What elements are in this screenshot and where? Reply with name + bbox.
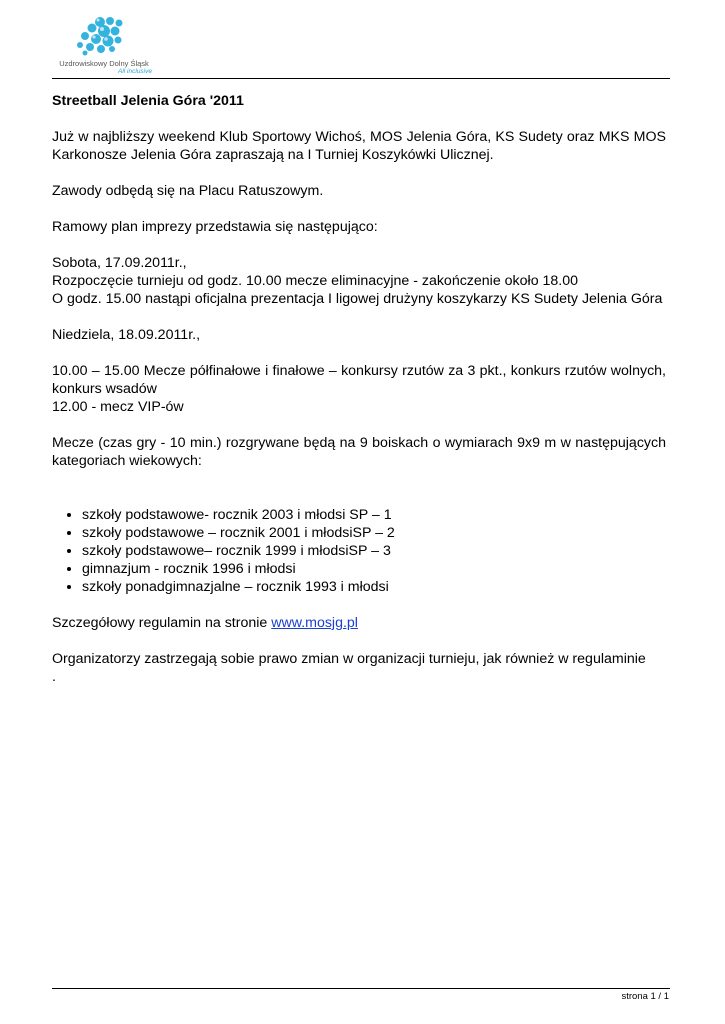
sunday-vip-match: 12.00 - mecz VIP-ów xyxy=(52,399,184,415)
rules-paragraph xyxy=(52,614,666,632)
page-number: strona 1 / 1 xyxy=(621,991,669,1002)
list-item: • szkoły podstawowe- rocznik 2003 i młodsi SP – 1 xyxy=(82,506,666,524)
site-logo xyxy=(52,16,156,78)
logo-tagline: All inclusive xyxy=(118,68,152,75)
matches-paragraph: Mecze (czas gry - 10 min.) rozgrywane będą na 9 boiskach o wymiarach 9x9 m w następujących kategoriach wiekowych: xyxy=(52,435,666,469)
rules-link[interactable]: www.mosjg.pl xyxy=(271,615,358,631)
rules-text: Szczegółowy regulamin na stronie xyxy=(52,615,272,631)
list-item: • gimnazjum - rocznik 1996 i młodsi xyxy=(82,560,666,578)
spacer xyxy=(52,470,666,488)
list-item: • szkoły ponadgimnazjalne – rocznik 1993 i młodsi xyxy=(82,578,666,596)
logo-text: Uzdrowiskowy Dolny Śląsk xyxy=(59,59,149,68)
disclaimer-end: . xyxy=(52,669,56,685)
article-body xyxy=(52,92,666,686)
saturday-presentation: O godz. 15.00 nastąpi oficjalna prezentacja I ligowej drużyny koszykarzy KS Sudety Jelenia Góra xyxy=(52,291,663,307)
spacer xyxy=(52,488,666,506)
saturday-schedule: Rozpoczęcie turnieju od godz. 10.00 mecze eliminacyjne - zakończenie około 18.00 xyxy=(52,273,579,289)
logo-bubbles-icon xyxy=(52,16,156,60)
venue-paragraph: Zawody odbędą się na Placu Ratuszowym. xyxy=(52,183,324,199)
article-title: Streetball Jelenia Góra '2011 xyxy=(52,93,244,109)
list-item: • szkoły podstawowe – rocznik 2001 i młodsiSP – 2 xyxy=(82,524,666,542)
list-item: • szkoły podstawowe– rocznik 1999 i młodsiSP – 3 xyxy=(82,542,666,560)
footer-divider xyxy=(52,988,670,989)
sunday-schedule: 10.00 – 15.00 Mecze półfinałowe i finałowe – konkursy rzutów za 3 pkt., konkurs rzutów wolnych, konkurs wsadów xyxy=(52,363,666,397)
intro-paragraph: Już w najbliższy weekend Klub Sportowy Wichoś, MOS Jelenia Góra, KS Sudety oraz MKS MOS Karkonosze Jelenia Góra zapraszają na I Turniej Koszykówki Ulicznej. xyxy=(52,129,666,163)
disclaimer-paragraph: Organizatorzy zastrzegają sobie prawo zmian w organizacji turnieju, jak również w regulaminie xyxy=(52,651,646,667)
saturday-date: Sobota, 17.09.2011r., xyxy=(52,255,187,271)
plan-intro-paragraph: Ramowy plan imprezy przedstawia się następująco: xyxy=(52,219,378,235)
header-divider xyxy=(52,78,670,79)
sunday-date: Niedziela, 18.09.2011r., xyxy=(52,327,201,343)
age-categories-list xyxy=(52,506,666,596)
